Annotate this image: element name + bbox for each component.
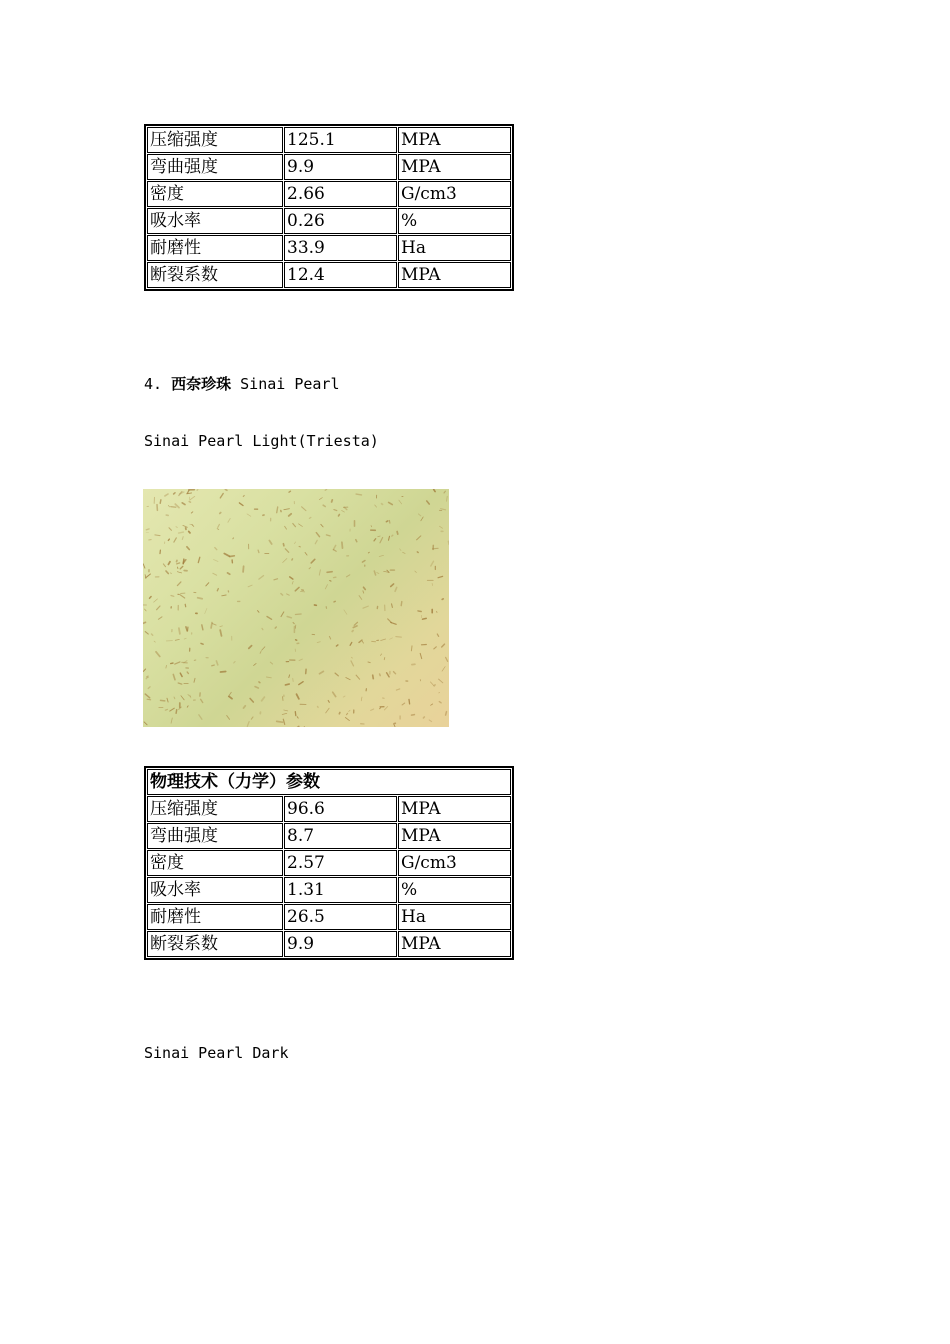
stone-texture [143, 489, 449, 727]
table-row [147, 823, 511, 849]
property-value: 9.9 [284, 154, 397, 180]
property-unit: MPA [398, 262, 511, 288]
property-unit: Ha [398, 235, 511, 261]
subtitle-light: Sinai Pearl Light(Triesta) [144, 432, 379, 450]
section-heading [144, 374, 339, 394]
property-value: 26.5 [284, 904, 397, 930]
section-title-cn: 西奈珍珠 [171, 375, 232, 393]
property-value: 0.26 [284, 208, 397, 234]
table-row [147, 931, 511, 957]
property-name: 弯曲强度 [147, 154, 283, 180]
table-row [147, 181, 511, 207]
property-value: 2.57 [284, 850, 397, 876]
table-row [147, 850, 511, 876]
property-name: 弯曲强度 [147, 823, 283, 849]
property-name: 耐磨性 [147, 235, 283, 261]
property-unit: MPA [398, 796, 511, 822]
property-unit: % [398, 877, 511, 903]
table-row [147, 262, 511, 288]
property-unit: Ha [398, 904, 511, 930]
property-unit: MPA [398, 127, 511, 153]
table-row [147, 208, 511, 234]
property-value: 33.9 [284, 235, 397, 261]
property-unit: G/cm3 [398, 181, 511, 207]
stone-sample-image [143, 489, 449, 727]
property-name: 密度 [147, 181, 283, 207]
property-name: 耐磨性 [147, 904, 283, 930]
property-value: 9.9 [284, 931, 397, 957]
table-row [147, 877, 511, 903]
property-unit: MPA [398, 931, 511, 957]
table-row [147, 127, 511, 153]
property-value: 8.7 [284, 823, 397, 849]
section-title-en: Sinai Pearl [240, 375, 340, 393]
table-row [147, 235, 511, 261]
property-name: 密度 [147, 850, 283, 876]
table-header-row [147, 769, 511, 795]
property-name: 压缩强度 [147, 796, 283, 822]
property-value: 1.31 [284, 877, 397, 903]
table-row [147, 904, 511, 930]
property-name: 吸水率 [147, 877, 283, 903]
table-row [147, 154, 511, 180]
section-number: 4. [144, 375, 163, 393]
property-unit: % [398, 208, 511, 234]
table-row [147, 796, 511, 822]
table-header: 物理技术（力学）参数 [147, 769, 511, 795]
property-value: 12.4 [284, 262, 397, 288]
property-name: 吸水率 [147, 208, 283, 234]
properties-table-1 [144, 124, 514, 291]
properties-table-2 [144, 766, 514, 960]
property-value: 2.66 [284, 181, 397, 207]
property-unit: G/cm3 [398, 850, 511, 876]
property-unit: MPA [398, 154, 511, 180]
property-name: 断裂系数 [147, 262, 283, 288]
property-value: 96.6 [284, 796, 397, 822]
subtitle-dark: Sinai Pearl Dark [144, 1044, 289, 1062]
property-name: 压缩强度 [147, 127, 283, 153]
property-unit: MPA [398, 823, 511, 849]
property-name: 断裂系数 [147, 931, 283, 957]
property-value: 125.1 [284, 127, 397, 153]
